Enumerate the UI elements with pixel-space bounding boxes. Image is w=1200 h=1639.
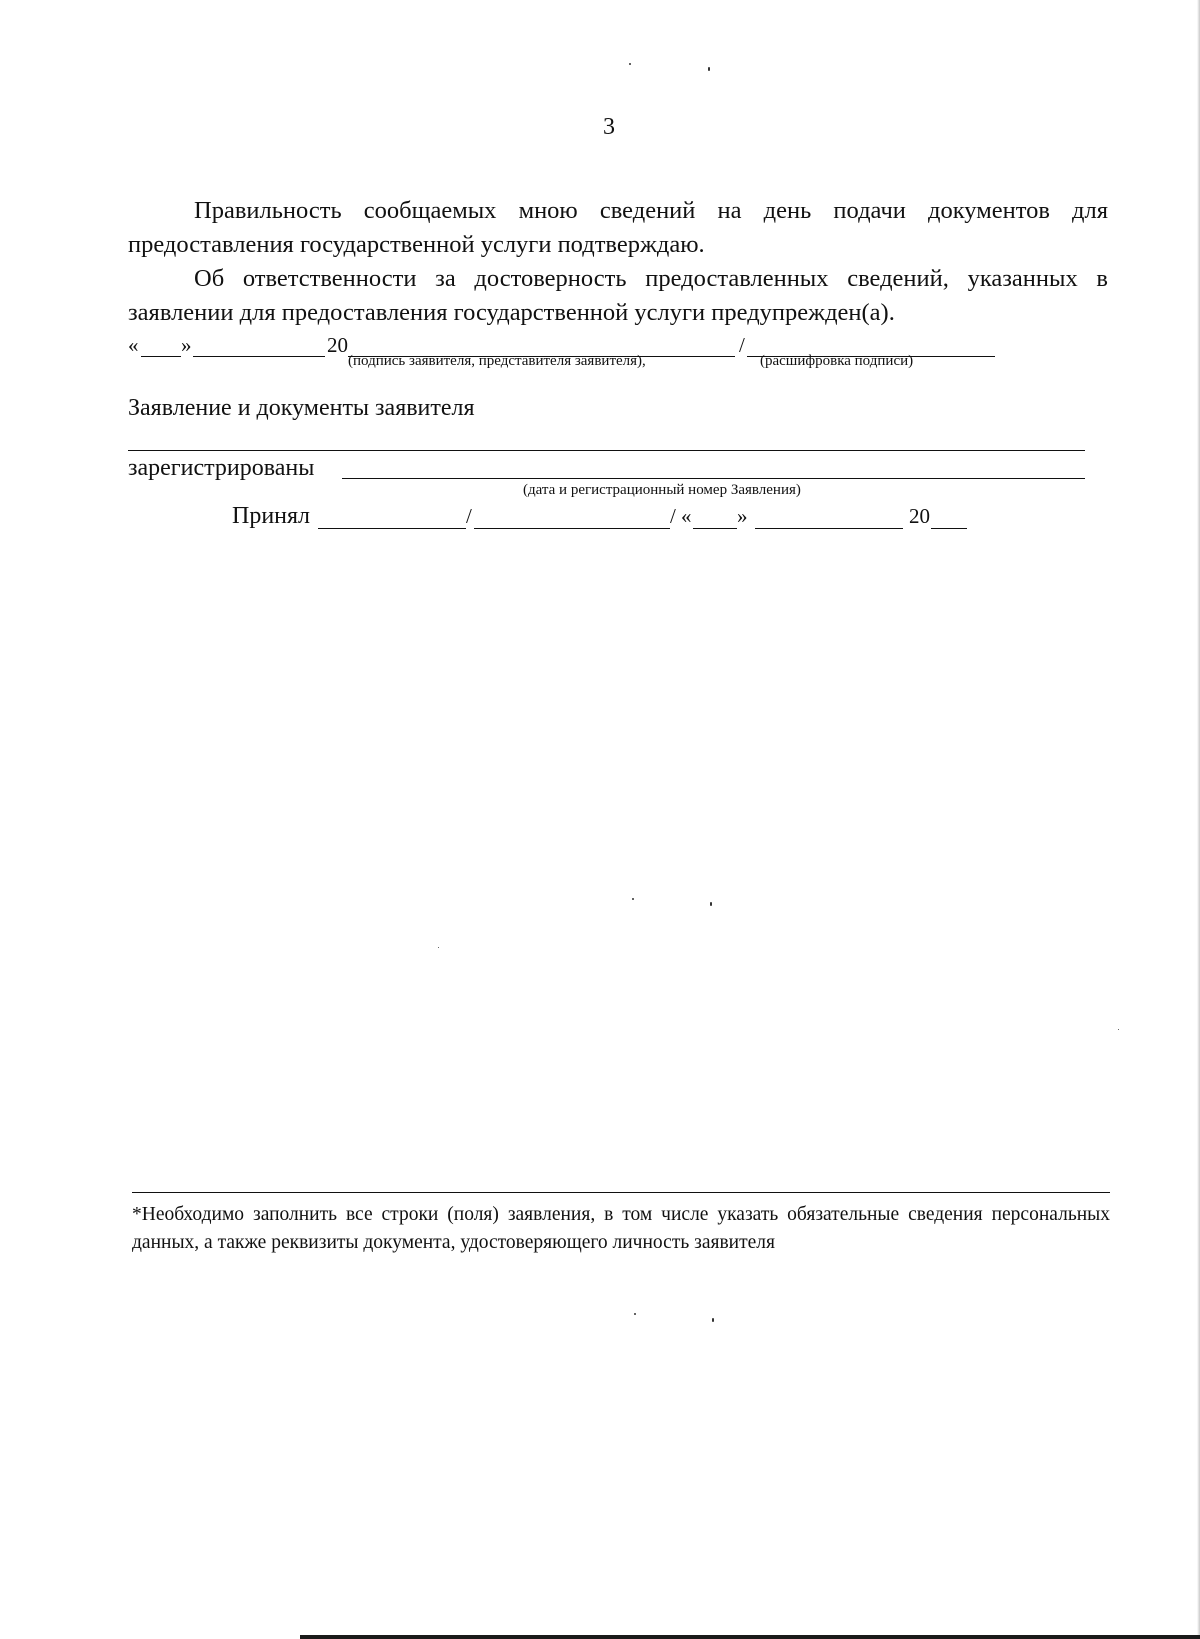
year-prefix: 20 (327, 333, 348, 357)
decoding-caption: (расшифровка подписи) (760, 353, 914, 369)
scan-speck (710, 902, 712, 906)
scan-speck (438, 947, 439, 948)
declaration-paragraph-2 (128, 262, 1108, 330)
footnote: *Необходимо заполнить все строки (поля) заявления, в том числе указать обязательные сведения персональных данных, а также реквизиты документа, удостоверяющего личность заявителя (132, 1204, 1110, 1253)
scan-speck (629, 63, 631, 65)
accepted-label: Принял (232, 503, 311, 529)
page-number: 3 (603, 114, 615, 140)
accepted-day-blank[interactable] (693, 528, 737, 529)
registered-label: зарегистрированы (128, 455, 315, 481)
date-close-quote: » (181, 333, 192, 357)
day-blank[interactable] (141, 356, 181, 357)
accepted-year-prefix: 20 (909, 504, 930, 528)
registration-heading-blank[interactable] (128, 450, 1085, 451)
declaration-paragraph-1 (128, 194, 1108, 262)
registration-number-blank[interactable] (342, 478, 1085, 479)
declaration-paragraph-1-text: Правильность сообщаемых мною сведений на день подачи документов для предоставления государственной услуги подтверждаю. (128, 197, 1108, 258)
accepted-name-blank[interactable] (474, 528, 670, 529)
scan-speck (712, 1318, 714, 1322)
accepted-slash-1: / (466, 504, 472, 528)
accepted-year-blank[interactable] (931, 528, 967, 529)
signature-caption: (подпись заявителя, представителя заявителя), (348, 353, 646, 369)
scan-speck (632, 898, 634, 900)
accepted-close-quote: » (737, 504, 748, 528)
declaration-paragraph-2-text: Об ответственности за достоверность предоставленных сведений, указанных в заявлении для предоставления государственной услуги предупрежден(а). (128, 265, 1108, 326)
signature-slash: / (739, 333, 745, 357)
registration-heading: Заявление и документы заявителя (128, 395, 475, 421)
month-blank[interactable] (193, 356, 325, 357)
accepted-signature-blank[interactable] (318, 528, 466, 529)
registered-caption: (дата и регистрационный номер Заявления) (523, 482, 801, 498)
date-open-quote: « (128, 333, 139, 357)
scan-speck (1118, 1029, 1119, 1030)
footnote-divider (132, 1192, 1110, 1193)
accepted-month-blank[interactable] (755, 528, 903, 529)
scan-edge (300, 1635, 1200, 1639)
accepted-open-quote: « (681, 504, 692, 528)
accepted-slash-2: / (670, 504, 676, 528)
scan-speck (634, 1313, 636, 1315)
scan-speck (708, 67, 710, 71)
